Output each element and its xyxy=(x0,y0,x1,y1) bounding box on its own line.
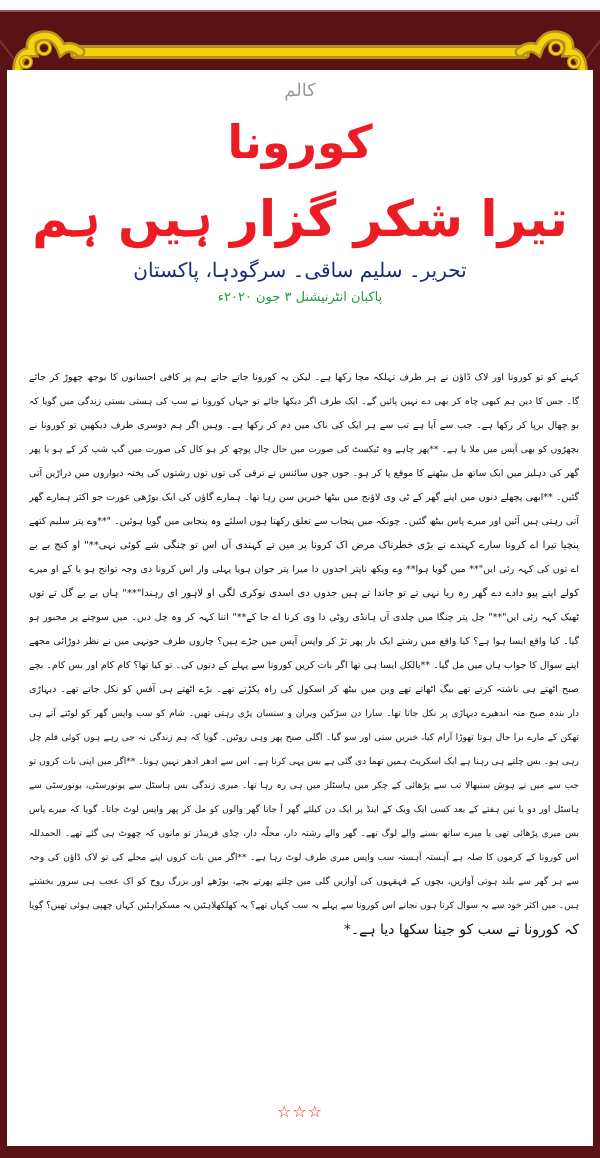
body-text-line: سے ہر گھر سے بلند ہوتی آوازیں، بچوں کے قہقہوں کی آوازیں گلی میں چلتے پھرتے بچے، بوڑھے اور بزرگ روح کو اک عجب ہی سرور بخشتے xyxy=(29,877,579,887)
body-text-line: اس کورونا کے کرموں کا صلہ ہے آہستہ آہستہ سب واپس میری طرف لوٹ رہا ہے۔ **اگر میں بات کروں اپنے محلے کی تو لاک ڈاؤن کی وجہ xyxy=(29,853,579,863)
body-text-line: رہی ہو۔ بس چلتے ہی رہنا ہے ایک اسکرپٹ ہمیں تھما دی گئی ہے بس یہی کرنا ہے۔ اس سے ادھر ادھر نہیں ہونا۔ **اگر میں اپنی بات کروں تو xyxy=(29,757,579,767)
body-text-line: بو چھال برپا کر رکھا ہے۔ جب سے آیا ہے تب سے ہر ایک کی ناک میں دم کر رکھا ہے۔ وہیں اگر ہم دوسری طرف دیکھیں تو کورونا نے xyxy=(29,420,579,431)
body-text-line: دار بندہ صبح منہ اندھیرے دیہاڑی پر نکل جاتا تھا۔ سارا دن سڑکیں ویران و سنسان پڑی رہتی تھیں۔ شام کو سب واپس گھر کو لوٹتے آتے ہی xyxy=(29,709,579,719)
body-text-line: بچھڑوں کو بھی آپس میں ملا یا ہے۔ **پھر چاہے وہ ٹیکسٹ کی صورت میں حال چال پوچھ کر ہو کال کی صورت میں گپ شپ کر کے ہو یا پھر xyxy=(29,445,579,455)
body-text-line: پنچیا تیرا اے کرونا سارے کہندے نے بڑی خطرناک مرض اک کرونا پر میں تے کہندی آں اس تو چنگی شے کوئی نہی**" او کنج بے بے xyxy=(29,540,579,551)
body-text-line: اپنے سوال کا جواب ہاں میں مل گیا۔ **بالکل ایسا ہی تھا اگر بات کریں کورونا سے پہلے کے دنوں کی۔ تو کیا تھا؟ کام کام اور بس کام۔ بچے xyxy=(29,660,579,671)
headline-line-1: کورونا xyxy=(227,115,373,169)
body-text-line: ہاسٹل اور دو یا تین ہفتے کے بعد کسی ایک ویک کے اینڈ پر ایک دن کیلئے گھر آ جاتا گھر والوں کو مل کر پھر واپس لوٹ جاتا۔ گویا کہ میرے پاس xyxy=(29,805,579,815)
body-text-line: گئیں۔ **ابھی پچھلے دنوں میں اپنے گھر کے ٹی وی لاؤنج میں بیٹھا خبریں سن رہا تھا۔ ہمارے گاؤں کی ایک بوڑھی عورت جو اکثر ہمارے گھر xyxy=(29,492,579,503)
body-text-line: کہ کورونا نے سب کو جینا سکھا دیا ہے۔* xyxy=(343,922,579,938)
gold-ornament-bar xyxy=(70,45,530,59)
body-text-line: ٹھیک کہہ رئی ایں"**" چل پتر چنگا میں چلدی آں ہانڈی روٹی دا وی کرنا اے جا کے**" اتنا کہہ کر وہ چل دیں۔ میں سوچنے پر مجبور ہو xyxy=(29,612,579,623)
body-text-line: ہیں۔ میں اکثر خود سے یہ سوال کرتا ہوں نجانے اس کورونا سے پہلے یہ سب کہاں تھے؟ یہ کھلکھلاہٹیں یہ مسکراہٹیں کہاں چھپی ہوئی تھیں؟ گویا xyxy=(29,901,579,911)
body-text-line: صبح اٹھتے ہی ناشتہ کرتے تھے بیگ اٹھاتے تھے وین میں بیٹھ کر اسکول کی راہ پکڑتے تھے۔ بڑے اٹھتے ہی آفس کو نکل جاتے تھے۔ دیہاڑی xyxy=(29,684,579,695)
body-text-line: تھکن کے مارے برا حال ہوتا تھوڑا آرام کیا، خبریں سنی اور سو گیا۔ اگلی صبح پھر وہی روٹین۔ گویا کہ ہم زندگی نہ جی رہے ہوں کوئی فلم چل xyxy=(29,733,579,743)
author-byline: تحریر۔ سلیم ساقی۔ سرگودہا، پاکستان xyxy=(133,258,467,282)
frame-top-line xyxy=(0,10,600,12)
body-text-line: گا۔ جس کا دین ہم کبھی چاہ کر بھی دے نہیں پائیں گے۔ ایک طرف اگر دیکھا جائے تو جہاں کورونا نے سب کی ہستی بستی زندگی میں گویا کہ xyxy=(29,397,579,407)
headline-line-2: تیرا شکر گزار ہیں ہم xyxy=(32,190,568,248)
body-text-line: جب سے میں نے ہوش سنبھالا تب سے پڑھائی کے چکر میں ہاسٹلز میں ہی رہ رہا تھا۔ میری زندگی بس ہاسٹل سے یونورسٹی، یونورسٹی سے xyxy=(29,781,579,791)
article-body xyxy=(29,366,579,942)
end-stars-icon: ☆☆☆ xyxy=(276,1102,324,1121)
article-panel xyxy=(7,70,593,1146)
body-text-line: کہنے کو تو کورونا اور لاک ڈاؤن نے ہر طرف تہلکہ مچا رکھا ہے۔ لیکن یہ کورونا جاتے جاتے ہم پر کافی احسانوں کا بوجھ چھوڑ کر جائے xyxy=(29,372,579,383)
body-text-line: اے توں کی کہہ رئی ایں"** میں گویا ہوا** وے ویکھ ناپتر اجدوں دا میرا پتر جوان ہویا پہلی وار اس کرونا دی وجہ توانج ہو یا کے او میرے xyxy=(29,564,579,575)
body-text-line: گھر کی دہلیز میں ایک ساتھ مل بیٹھنے کا موقع پا کر ہو۔ جوں جوں سائنس نے ترقی کی توں توں رشتوں کی پختہ دیواروں میں دراڑیں آتی xyxy=(29,468,579,479)
publication-source: پاکبان انٹرنیشنل ۳ جون ۲۰۲۰ء xyxy=(217,290,383,305)
body-text-line: بس میری پڑھائی تھی یا میرے ساتھ بسنے والے لوگ تھے۔ گھر والے رشتہ دار، محلّہ دار، چڈی فرینڈز تو مانوں کہ چھوٹ ہی گئے تھے۔ الحمدللہ xyxy=(29,829,579,839)
body-text-line: کولے اپنے پیو دادے دے گھر رہ ریا نہی تے تو جاندا تے ہیں جدوں دی اسدی نوکری لگی او لاہور ای رہندا"**" ہاں بے بے گل تے توں xyxy=(29,588,579,599)
body-text-line: آتی رہتی ہیں آئیں اور میرے پاس بیٹھ گئیں۔ چونکہ میں پنجاب سے تعلق رکھتا ہوں اسلئے وہ پنجابی میں گویا ہوئیں۔ "**وے پتر سلیم کتھے xyxy=(29,516,579,527)
section-kicker: کالم xyxy=(284,80,316,101)
body-text-line: گیا۔ کیا واقع ایسا ہوا ہے؟ کیا واقع میں رشتے ایک بار پھر تڑ کر واپس آپس میں جڑے ہیں؟ چاروں طرف جونہی میں نے نظر دوڑائی مجھے xyxy=(29,636,579,647)
